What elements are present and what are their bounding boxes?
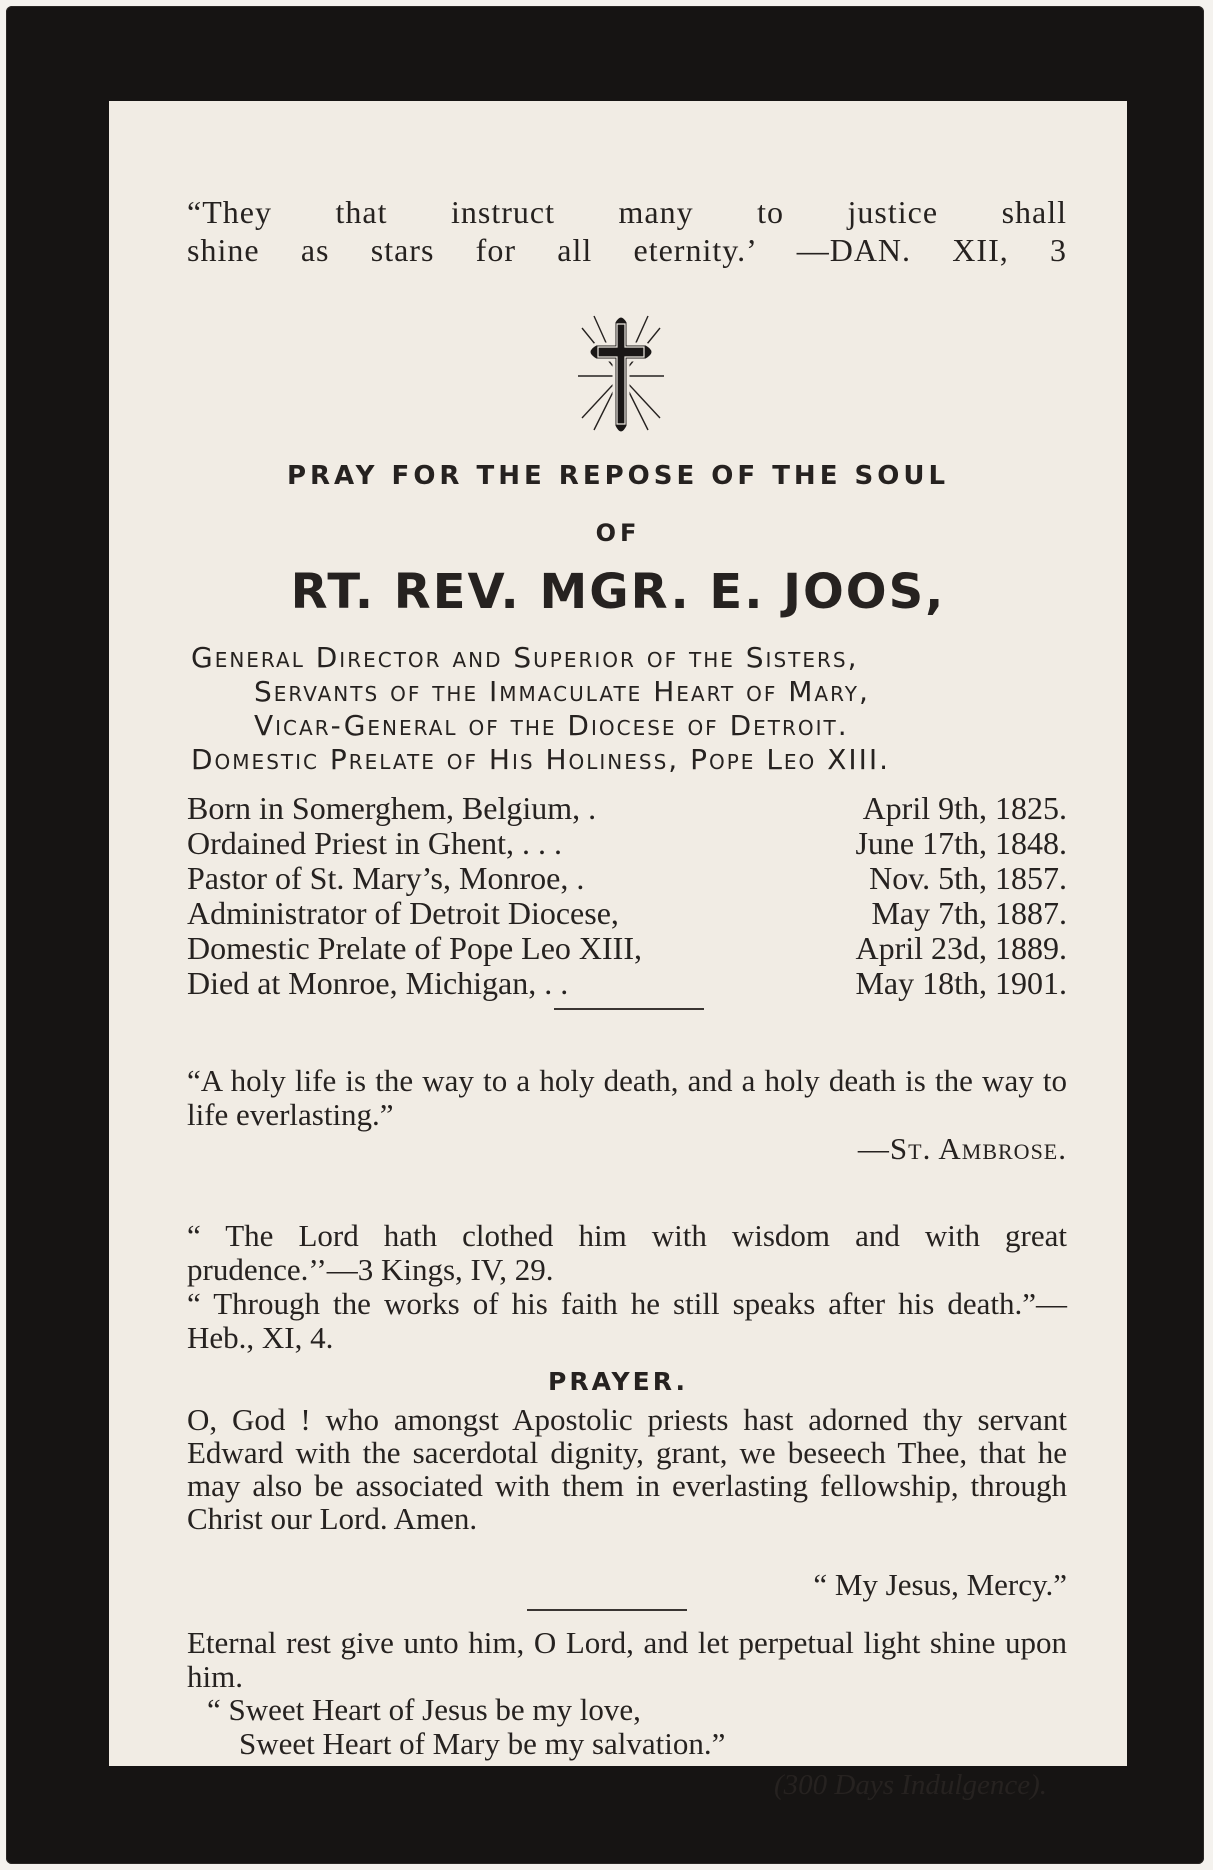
biography-date: May 7th, 1887. bbox=[871, 895, 1067, 931]
indulgence-note: (300 Days Indulgence). bbox=[774, 1769, 1047, 1801]
eternal-rest: Eternal rest give unto him, O Lord, and let perpetual light shine upon him. bbox=[187, 1625, 1067, 1694]
biography-date: April 23d, 1889. bbox=[855, 930, 1067, 966]
biography-event: Ordained Priest in Ghent, . . . bbox=[187, 825, 563, 861]
biography-date: April 9th, 1825. bbox=[862, 790, 1067, 826]
epigraph-line-2: shine as stars for all eternity.’ —DAN. XII, 3 bbox=[187, 232, 1067, 268]
sweet-heart-line-2: Sweet Heart of Mary be my salvation.” bbox=[239, 1726, 726, 1761]
deceased-name: RT. REV. MGR. E. JOOS, bbox=[290, 564, 946, 620]
biography-item bbox=[187, 966, 1067, 1001]
epigraph bbox=[187, 193, 1067, 269]
pray-heading: PRAY FOR THE REPOSE OF THE SOUL bbox=[286, 461, 950, 491]
quote-ambrose bbox=[187, 1064, 1067, 1166]
biography-event: Died at Monroe, Michigan, . . bbox=[187, 965, 569, 1001]
title-line-2: Servants of the Immaculate Heart of Mary, bbox=[254, 675, 870, 708]
cross-icon bbox=[574, 308, 668, 444]
of-heading: OF bbox=[595, 519, 641, 547]
quote-ambrose-text: “A holy life is the way to a holy death, and a holy death is the way to life everlasting.” bbox=[187, 1063, 1067, 1132]
quote-kings: “ The Lord hath clothed him with wisdom and with great prudence.’’—3 Kings, IV, 29. bbox=[187, 1218, 1067, 1287]
prayer-text: O, God ! who amongst Apostolic priests hast adorned thy servant Edward with the sacerdotal dignity, grant, we beseech Thee, that he may also be associated with them in everlasting fellowship, through Christ our Lord. Amen. bbox=[187, 1402, 1067, 1536]
biography-event: Born in Somerghem, Belgium, . bbox=[187, 790, 597, 826]
memorial-card bbox=[6, 6, 1204, 1864]
biography-date: June 17th, 1848. bbox=[855, 825, 1067, 861]
biography-date: May 18th, 1901. bbox=[855, 965, 1067, 1001]
prayer-heading: PRAYER. bbox=[548, 1367, 688, 1396]
epigraph-line-1: “They that instruct many to justice shall bbox=[187, 194, 1067, 230]
biography-list bbox=[187, 791, 1067, 1001]
biography-item bbox=[187, 861, 1067, 896]
quote-hebrews: “ Through the works of his faith he still speaks after his death.”—Heb., XI, 4. bbox=[187, 1286, 1067, 1355]
card-paper bbox=[109, 101, 1127, 1801]
divider bbox=[554, 1008, 704, 1010]
biography-event: Pastor of St. Mary’s, Monroe, . bbox=[187, 860, 585, 896]
biography-item bbox=[187, 931, 1067, 966]
divider bbox=[527, 1609, 687, 1611]
title-line-3: Vicar-General of the Diocese of Detroit. bbox=[254, 709, 849, 742]
sweet-heart-line-1: “ Sweet Heart of Jesus be my love, bbox=[207, 1692, 641, 1727]
biography-event: Administrator of Detroit Diocese, bbox=[187, 895, 619, 931]
prayer-mercy: “ My Jesus, Mercy.” bbox=[813, 1567, 1067, 1602]
biography-item bbox=[187, 896, 1067, 931]
title-line-1: General Director and Superior of the Sisters, bbox=[191, 641, 859, 674]
biography-item bbox=[187, 826, 1067, 861]
biography-event: Domestic Prelate of Pope Leo XIII, bbox=[187, 930, 642, 966]
title-line-4: Domestic Prelate of His Holiness, Pope Leo XIII. bbox=[191, 743, 891, 776]
sweet-heart-lines bbox=[187, 1693, 1067, 1761]
quote-ambrose-source: —St. Ambrose. bbox=[857, 1131, 1067, 1166]
biography-date: Nov. 5th, 1857. bbox=[869, 860, 1067, 896]
biography-item bbox=[187, 791, 1067, 826]
